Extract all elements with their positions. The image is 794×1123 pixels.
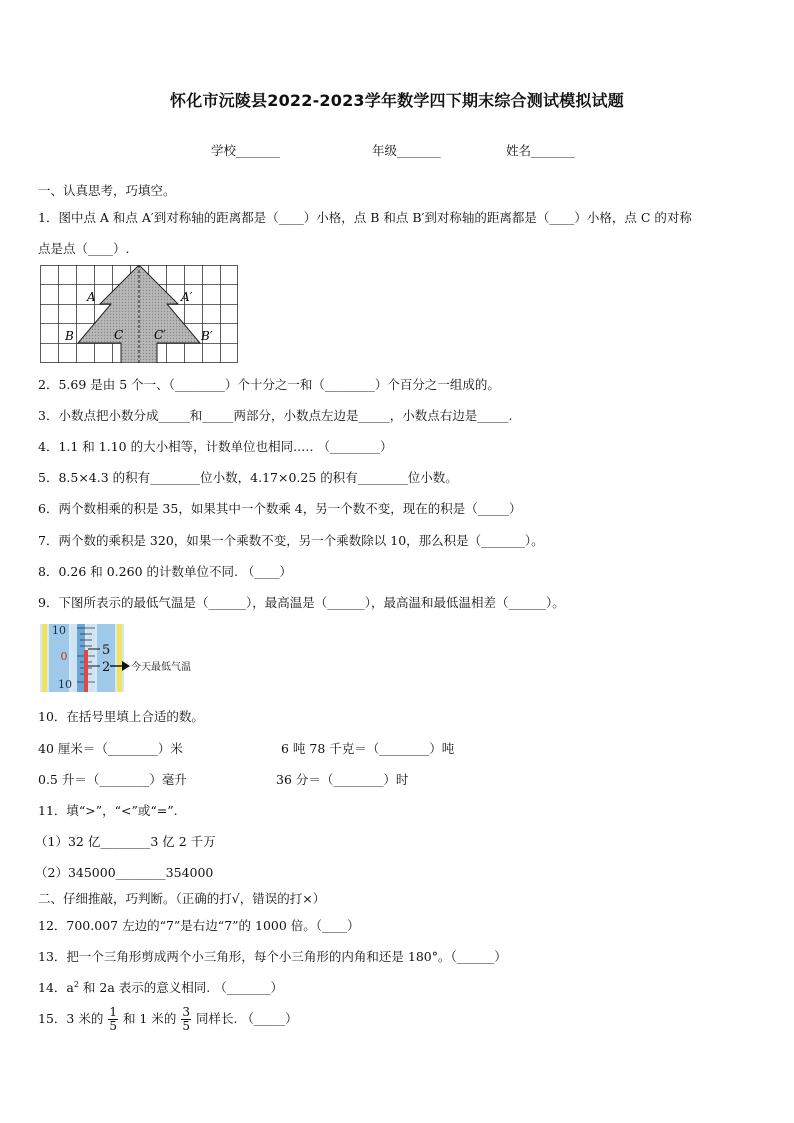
question-15 [38,1006,298,1033]
question-1-line-2: 点是点（____）. [38,241,130,256]
section-2-heading: 二、仔细推敲，巧判断。（正确的打√，错误的打×） [38,891,326,906]
question-2: 2．5.69 是由 5 个一、（________）个十分之一和（________）个百分之一组成的。 [38,377,500,392]
thermo-caption: 今天最低气温 [131,662,191,673]
label-A-prime: A′ [181,290,193,304]
question-14 [38,978,283,996]
section-1-heading: 一、认真思考，巧填空。 [38,183,176,198]
label-C: C [114,328,124,342]
question-10-a: 40 厘米＝（________）米 [38,741,183,756]
question-6: 6．两个数相乘的积是 35，如果其中一个数乘 4，另一个数不变，现在的积是（_____） [38,501,522,516]
question-9: 9．下图所表示的最低气温是（______），最高温是（______），最高温和最低温相差（______）。 [38,595,565,610]
symmetry-grid-figure [40,265,238,363]
label-A: A [87,290,96,304]
question-4: 4．1.1 和 1.10 的大小相等，计数单位也相同.…. （________） [38,439,393,454]
label-C-prime: C′ [154,328,166,342]
question-10-intro: 10．在括号里填上合适的数。 [38,709,204,724]
question-15-mid: 和 1 米的 [122,1011,177,1026]
tree-shape [78,265,200,363]
thermo-mark-5: 5 [102,643,111,658]
name-field: 姓名_______ [506,143,575,158]
thermo-mark-2: 2 [102,660,111,675]
question-11-intro: 11．填“>”，“<”或“=”. [38,803,178,818]
question-11-part-1: （1）32 亿________3 亿 2 千万 [35,834,216,849]
thermometer-figure [40,624,200,692]
question-10-d: 36 分＝（________）时 [276,772,409,787]
question-8: 8．0.26 和 0.260 的计数单位不同. （____） [38,564,292,579]
question-5: 5．8.5×4.3 的积有________位小数，4.17×0.25 的积有________位小数。 [38,470,458,485]
question-7: 7．两个数的乘积是 320，如果一个乘数不变，另一个乘数除以 10，那么积是（_______）。 [38,533,544,548]
thermo-bottom-label: 10 [58,678,72,691]
question-10-c: 0.5 升＝（________）毫升 [38,772,187,787]
question-14-prefix: 14．a [38,980,74,995]
grade-field: 年级_______ [372,143,441,158]
question-1-line-1: 1．图中点 A 和点 A′到对称轴的距离都是（____）小格，点 B 和点 B′到对称轴的距离都是（____）小格，点 C 的对称 [38,210,692,225]
question-3: 3．小数点把小数分成_____和_____两部分，小数点左边是_____，小数点右边是_____. [38,408,513,423]
fraction-three-fifths: $\frac{3}{5}$ [182,1005,190,1033]
question-13: 13．把一个三角形剪成两个小三角形，每个小三角形的内角和还是 180°。（______） [38,949,507,964]
thermo-zero-label: 0 [60,650,68,663]
question-14-rest: 和 2a 表示的意义相同. （_______） [78,980,283,995]
label-B-prime: B′ [201,329,213,343]
school-field: 学校_______ [211,143,280,158]
fraction-one-fifth: $\frac{1}{5}$ [109,1005,117,1033]
question-10-b: 6 吨 78 千克＝（________）吨 [281,741,455,756]
label-B: B [65,329,74,343]
arrow-icon [122,661,130,671]
question-12: 12．700.007 左边的“7”是右边“7”的 1000 倍。（____） [38,918,360,933]
page-title: 怀化市沅陵县2022-2023学年数学四下期末综合测试模拟试题 [170,91,624,110]
thermo-top-label: 10 [52,624,66,637]
question-14-superscript: 2 [73,979,79,989]
question-15-prefix: 15．3 米的 [38,1011,104,1026]
question-11-part-2: （2）345000________354000 [35,865,214,880]
question-15-suffix: 同样长. （_____） [195,1011,298,1026]
